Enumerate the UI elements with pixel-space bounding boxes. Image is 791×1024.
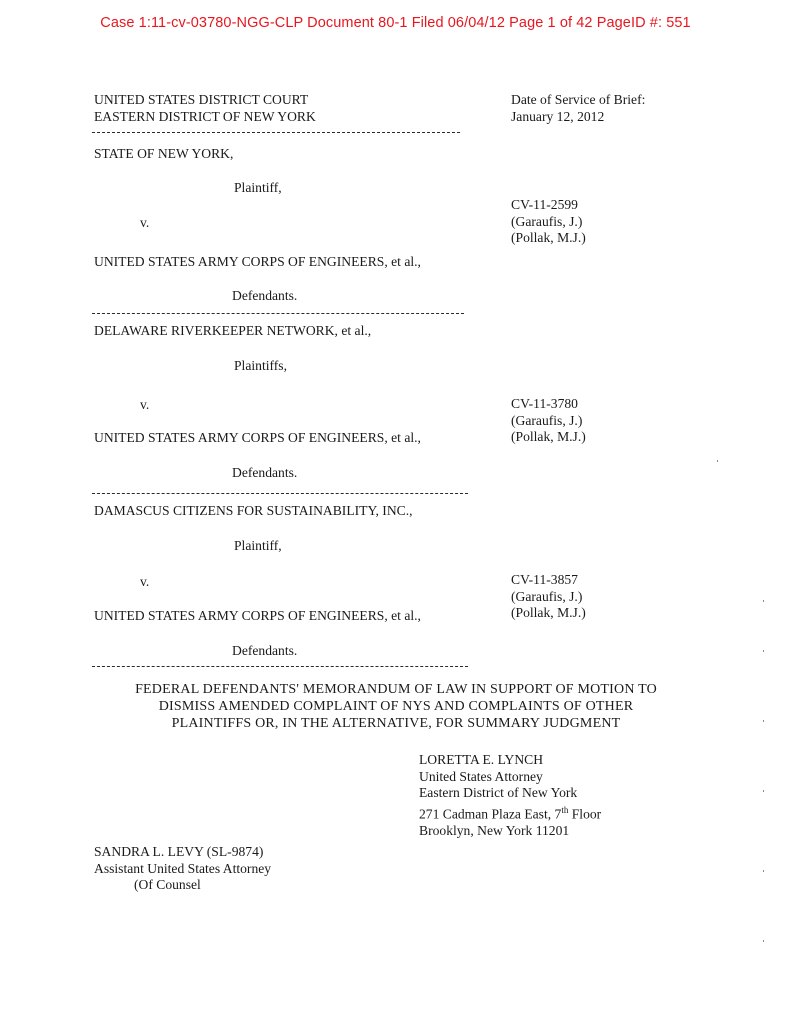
court-line-1: UNITED STATES DISTRICT COURT [94, 92, 309, 107]
service-label: Date of Service of Brief: [511, 92, 646, 107]
counsel-title: Assistant United States Attorney [94, 860, 272, 876]
attorney-name: LORETTA E. LYNCH [419, 752, 544, 767]
title-line-3: PLAINTIFFS OR, IN THE ALTERNATIVE, FOR SUMMARY JUDGMENT [171, 716, 621, 731]
scan-speck [763, 650, 764, 652]
document-title [60, 681, 732, 732]
case-3-number-block [511, 572, 586, 622]
case-3-plaintiff-role: Plaintiff, [234, 538, 282, 553]
case-3-divider [92, 666, 468, 667]
caption-divider [92, 132, 460, 133]
us-attorney-block [419, 752, 601, 839]
case-3-versus: v. [140, 574, 150, 589]
case-2-plaintiff-role: Plaintiffs, [234, 358, 287, 373]
scan-speck [763, 940, 764, 942]
case-1-versus: v. [140, 215, 150, 230]
scan-speck [763, 600, 764, 602]
case-1-judge: (Garaufis, J.) [511, 213, 583, 229]
counsel-block [94, 844, 271, 894]
case-2-magistrate: (Pollak, M.J.) [511, 429, 586, 444]
attorney-city: Brooklyn, New York 11201 [419, 822, 570, 838]
attorney-address: 271 Cadman Plaza East, 7th Floor [419, 804, 602, 822]
case-3-number: CV-11-3857 [511, 572, 578, 587]
case-1-divider [92, 313, 464, 314]
scan-speck [717, 460, 718, 462]
service-block [511, 92, 645, 125]
case-2-plaintiff: DELAWARE RIVERKEEPER NETWORK, et al., [94, 323, 372, 338]
title-line-2: DISMISS AMENDED COMPLAINT OF NYS AND COMPLAINTS OF OTHER [158, 699, 634, 714]
service-date: January 12, 2012 [511, 108, 605, 124]
case-1-plaintiff: STATE OF NEW YORK, [94, 146, 234, 161]
counsel-name: SANDRA L. LEVY (SL-9874) [94, 844, 264, 859]
case-2-judge: (Garaufis, J.) [511, 412, 583, 428]
title-line-1: FEDERAL DEFENDANTS' MEMORANDUM OF LAW IN SUPPORT OF MOTION TO [135, 682, 657, 697]
case-1-number: CV-11-2599 [511, 197, 578, 212]
attorney-title: United States Attorney [419, 768, 543, 784]
case-2-divider [92, 493, 468, 494]
case-3-defendant: UNITED STATES ARMY CORPS OF ENGINEERS, et al., [94, 608, 421, 623]
counsel-role: (Of Counsel [134, 877, 201, 892]
scan-speck [763, 790, 764, 792]
ecf-header-stamp: Case 1:11-cv-03780-NGG-CLP Document 80-1 Filed 06/04/12 Page 1 of 42 PageID #: 551 [100, 15, 691, 31]
case-1-plaintiff-role: Plaintiff, [234, 180, 282, 195]
case-2-defendant: UNITED STATES ARMY CORPS OF ENGINEERS, et al., [94, 430, 421, 445]
scan-speck [763, 720, 764, 722]
case-3-defendant-role: Defendants. [232, 643, 298, 658]
case-2-number-block [511, 396, 586, 446]
court-name [94, 92, 316, 125]
court-line-2: EASTERN DISTRICT OF NEW YORK [94, 108, 316, 124]
case-1-defendant: UNITED STATES ARMY CORPS OF ENGINEERS, et al., [94, 254, 421, 269]
scan-speck [763, 870, 764, 872]
case-3-plaintiff: DAMASCUS CITIZENS FOR SUSTAINABILITY, INC., [94, 503, 413, 518]
case-1-magistrate: (Pollak, M.J.) [511, 230, 586, 245]
attorney-office: Eastern District of New York [419, 785, 578, 800]
case-3-magistrate: (Pollak, M.J.) [511, 605, 586, 620]
case-1-defendant-role: Defendants. [232, 288, 298, 303]
case-2-defendant-role: Defendants. [232, 465, 298, 480]
case-1-number-block [511, 197, 586, 247]
case-2-number: CV-11-3780 [511, 396, 578, 411]
case-3-judge: (Garaufis, J.) [511, 588, 583, 604]
case-2-versus: v. [140, 397, 150, 412]
